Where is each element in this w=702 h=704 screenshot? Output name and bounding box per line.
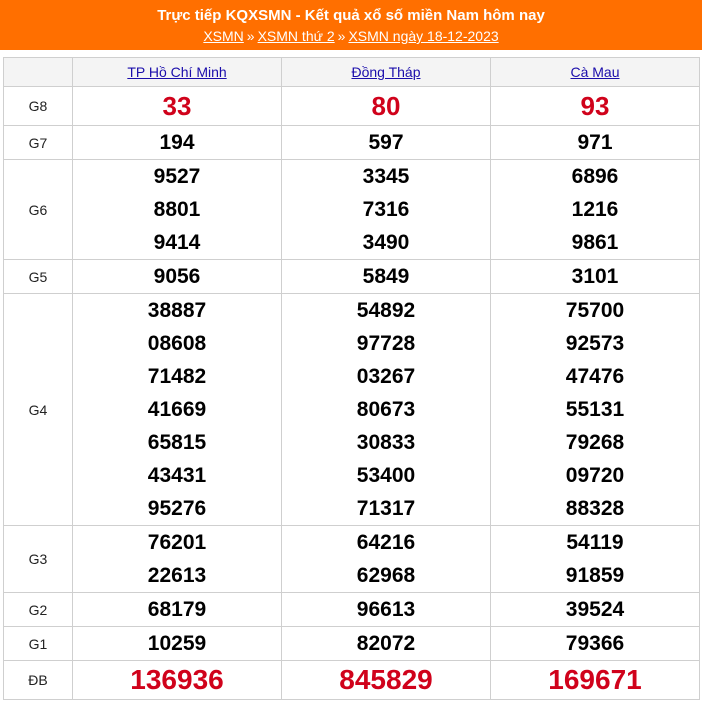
- prize-cell: [491, 126, 700, 160]
- prize-rows: [4, 87, 700, 700]
- prize-number: 96613: [356, 598, 416, 621]
- prize-row-g2: [4, 593, 700, 627]
- prize-number: 80: [371, 91, 401, 121]
- prize-number: 971: [577, 131, 613, 154]
- prize-row-g7: [4, 126, 700, 160]
- breadcrumb: [0, 27, 702, 45]
- prize-number: 9861: [571, 231, 619, 254]
- prize-number: 75700: [565, 299, 625, 322]
- prize-number: 845829: [339, 664, 433, 695]
- prize-label: G5: [4, 260, 73, 294]
- prize-number: 55131: [565, 398, 625, 421]
- prize-number: 38887: [147, 299, 207, 322]
- prize-number: 64216: [356, 531, 416, 554]
- prize-number: 136936: [130, 664, 224, 695]
- prize-number: 68179: [147, 598, 207, 621]
- prize-number: 91859: [565, 564, 625, 587]
- prize-number: 92573: [565, 332, 625, 355]
- prize-number: 71317: [356, 497, 416, 520]
- prize-number: 1216: [571, 198, 619, 221]
- province-header: [282, 58, 491, 87]
- prize-number: 3345: [362, 165, 410, 188]
- prize-number: 3101: [571, 265, 619, 288]
- prize-number: 169671: [548, 664, 642, 695]
- prize-cell: [282, 661, 491, 700]
- prize-label: G8: [4, 87, 73, 126]
- prize-row-g6: [4, 160, 700, 260]
- prize-number: 08608: [147, 332, 207, 355]
- prize-number: 97728: [356, 332, 416, 355]
- prize-cell: [491, 593, 700, 627]
- province-link-hcm[interactable]: TP Hồ Chí Minh: [127, 64, 227, 80]
- prize-number: 54119: [566, 531, 624, 554]
- prize-number: 9527: [153, 165, 201, 188]
- prize-number: 7316: [362, 198, 410, 221]
- prize-number: 47476: [565, 365, 625, 388]
- prize-row-g4: [4, 294, 700, 526]
- prize-number: 9414: [153, 231, 201, 254]
- prize-number: 82072: [356, 632, 416, 655]
- prize-cell: [282, 160, 491, 260]
- prize-number: 3490: [362, 231, 410, 254]
- province-header: [491, 58, 700, 87]
- prize-cell: [491, 526, 700, 593]
- page-title: Trực tiếp KQXSMN - Kết quả xổ số miền Nam hôm nay: [157, 7, 545, 24]
- prize-cell: [491, 294, 700, 526]
- prize-number: 30833: [356, 431, 416, 454]
- prize-number: 5849: [362, 265, 410, 288]
- prize-number: 71482: [147, 365, 207, 388]
- prize-cell: [282, 627, 491, 661]
- prize-number: 53400: [356, 464, 416, 487]
- prize-number: 65815: [147, 431, 207, 454]
- prize-number: 41669: [147, 398, 207, 421]
- breadcrumb-xsmn[interactable]: XSMN: [203, 28, 244, 44]
- prize-row-g8: [4, 87, 700, 126]
- prize-label: G1: [4, 627, 73, 661]
- prize-row-đb: [4, 661, 700, 700]
- prize-cell: [491, 160, 700, 260]
- prize-cell: [73, 160, 282, 260]
- province-link-ca-mau[interactable]: Cà Mau: [570, 64, 620, 80]
- prize-number: 6896: [571, 165, 619, 188]
- prize-label: G6: [4, 160, 73, 260]
- prize-cell: [491, 260, 700, 294]
- table-header-row: [4, 58, 700, 87]
- results-table: [3, 57, 700, 700]
- prize-row-g1: [4, 627, 700, 661]
- prize-row-g5: [4, 260, 700, 294]
- prize-number: 09720: [565, 464, 625, 487]
- prize-label: G3: [4, 526, 73, 593]
- prize-number: 194: [159, 131, 195, 154]
- corner-cell: [4, 58, 73, 87]
- prize-cell: [491, 661, 700, 700]
- prize-number: 43431: [147, 464, 207, 487]
- prize-number: 22613: [147, 564, 207, 587]
- prize-number: 79366: [565, 632, 625, 655]
- prize-row-g3: [4, 526, 700, 593]
- prize-cell: [282, 260, 491, 294]
- prize-cell: [282, 126, 491, 160]
- prize-number: 33: [162, 91, 192, 121]
- prize-number: 9056: [153, 265, 201, 288]
- prize-number: 88328: [565, 497, 625, 520]
- prize-number: 80673: [356, 398, 416, 421]
- prize-number: 8801: [153, 198, 201, 221]
- prize-number: 597: [368, 131, 404, 154]
- prize-label: ĐB: [4, 661, 73, 700]
- prize-number: 95276: [147, 497, 207, 520]
- prize-number: 03267: [356, 365, 416, 388]
- prize-number: 39524: [565, 598, 625, 621]
- prize-cell: [73, 87, 282, 126]
- breadcrumb-xsmn-date[interactable]: XSMN ngày 18-12-2023: [348, 28, 499, 44]
- prize-cell: [73, 593, 282, 627]
- prize-cell: [73, 627, 282, 661]
- province-link-dong-thap[interactable]: Đồng Tháp: [351, 64, 421, 80]
- prize-number: 10259: [147, 632, 207, 655]
- page-header: [0, 0, 702, 50]
- prize-cell: [73, 260, 282, 294]
- prize-cell: [282, 526, 491, 593]
- prize-cell: [73, 661, 282, 700]
- prize-number: 76201: [147, 531, 207, 554]
- prize-cell: [282, 87, 491, 126]
- prize-cell: [73, 126, 282, 160]
- prize-label: G2: [4, 593, 73, 627]
- breadcrumb-separator: »: [246, 28, 255, 44]
- prize-cell: [282, 593, 491, 627]
- prize-label: G7: [4, 126, 73, 160]
- prize-cell: [73, 294, 282, 526]
- prize-cell: [491, 627, 700, 661]
- prize-cell: [282, 294, 491, 526]
- prize-number: 62968: [356, 564, 416, 587]
- prize-label: G4: [4, 294, 73, 526]
- breadcrumb-separator: »: [337, 28, 346, 44]
- breadcrumb-xsmn-thu-2[interactable]: XSMN thứ 2: [257, 28, 335, 44]
- prize-number: 93: [580, 91, 610, 121]
- prize-cell: [491, 87, 700, 126]
- prize-cell: [73, 526, 282, 593]
- prize-number: 79268: [565, 431, 625, 454]
- province-header: [73, 58, 282, 87]
- prize-number: 54892: [356, 299, 416, 322]
